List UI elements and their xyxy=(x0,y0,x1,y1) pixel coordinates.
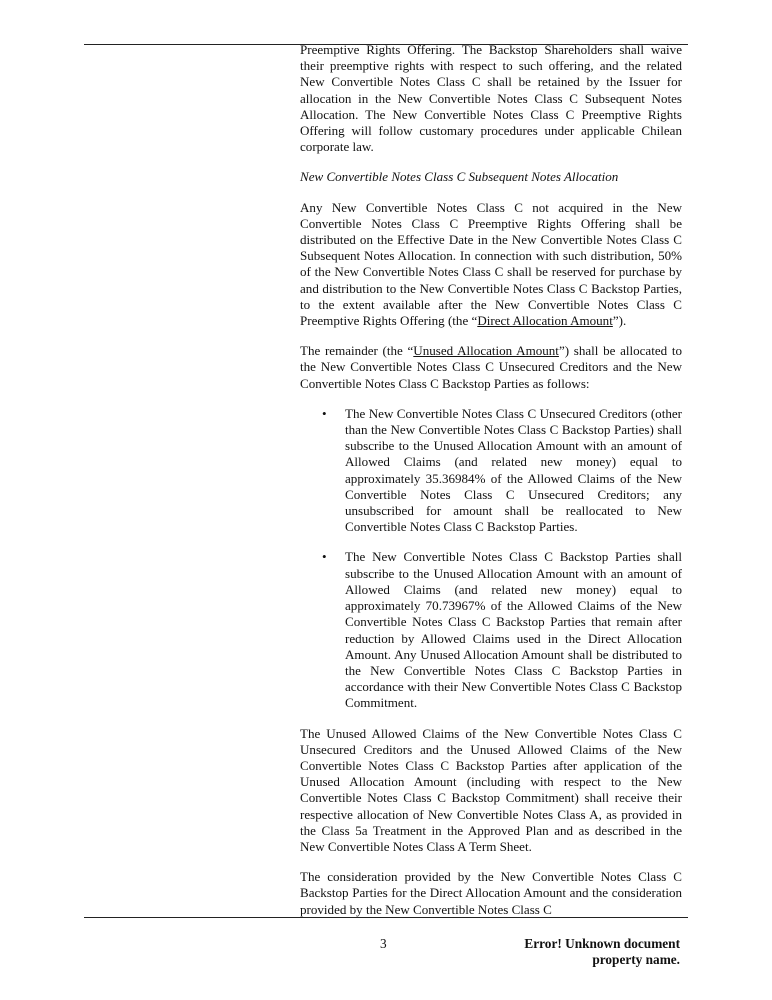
section-heading: New Convertible Notes Class C Subsequent Notes Allocation xyxy=(300,169,619,185)
page-number: 3 xyxy=(380,936,387,951)
paragraph-text-end: ”). xyxy=(612,313,627,329)
bullet-backstop-parties xyxy=(300,549,682,711)
paragraph-subsequent-allocation xyxy=(300,200,682,330)
bullet-text: The New Convertible Notes Class C Backstop Parties shall subscribe to the Unused Allocation Amount with an amount of Allowed Claims (and related new money) equal to approximately 70.73967% of the Allowed Claims of the New Convertible Notes Class C Backstop Parties that remain after reduction by Allowed Claims used in the Direct Allocation Amount. Any Unused Allocation Amount shall be distributed to the New Convertible Notes Class C Backstop Parties in accordance with their New Convertible Notes Class C Backstop Commitment. xyxy=(345,549,682,711)
paragraph-unused-allowed-claims: The Unused Allowed Claims of the New Convertible Notes Class C Unsecured Creditors and the Unused Allowed Claims of the New Convertible Notes Class C Backstop Parties after application of the Unused Allocation Amount (including with respect to the New Convertible Notes Class C Backstop Commitment) shall receive their respective allocation of New Convertible Notes Class A, as provided in the Class 5a Treatment in the Approved Plan and as described in the New Convertible Notes Class A Term Sheet. xyxy=(300,725,682,854)
bullet-icon: • xyxy=(322,549,327,565)
defined-term-direct-allocation: Direct Allocation Amount xyxy=(477,313,613,329)
footer-rule xyxy=(84,917,688,918)
paragraph-consideration: The consideration provided by the New Convertible Notes Class C Backstop Parties for the Direct Allocation Amount and the consideration provided by the New Convertible Notes Class C xyxy=(300,869,682,917)
footer-document-property: Error! Unknown document property name. xyxy=(524,936,680,967)
paragraph-text: The remainder (the “ xyxy=(300,343,414,359)
document-body xyxy=(300,42,682,918)
paragraph-text: Any New Convertible Notes Class C not acquired in the New Convertible Notes Class C Preemptive Rights Offering shall be distributed on the Effective Date in the New Convertible Notes Class C Subsequent Notes Allocation. In connection with such distribution, 50% of the New Convertible Notes Class C shall be reserved for purchase by and distribution to the New Convertible Notes Class C Backstop Parties, to the extent available after the New Convertible Notes Class C Preemptive Rights Offering (the “ xyxy=(300,199,682,329)
defined-term-unused-allocation: Unused Allocation Amount xyxy=(413,343,559,359)
paragraph-text-end: ”) shall be allocated to the New Convertible Notes Class C Unsecured Creditors and the New Convertible Notes Class C Backstop Parties as follows: xyxy=(300,343,682,391)
paragraph-preemptive-rights: Preemptive Rights Offering. The Backstop Shareholders shall waive their preemptive rights with respect to such offering, and the related New Convertible Notes Class C shall be retained by the Issuer for allocation in the New Convertible Notes Class C Subsequent Notes Allocation. The New Convertible Notes Class C Preemptive Rights Offering will follow customary procedures under applicable Chilean corporate law. xyxy=(300,42,682,155)
paragraph-remainder xyxy=(300,343,682,392)
bullet-unsecured-creditors xyxy=(300,406,682,536)
bullet-text: The New Convertible Notes Class C Unsecured Creditors (other than the New Convertible Notes Class C Backstop Parties) shall subscribe to the Unused Allocation Amount with an amount of Allowed Claims (and related new money) equal to approximately 35.36984% of the Allowed Claims of the New Convertible Notes Class C Unsecured Creditors; any unsubscribed for amount shall be reallocated to New Convertible Notes Class C Backstop Parties. xyxy=(345,405,682,535)
bullet-icon: • xyxy=(322,405,327,421)
allocation-bullet-list xyxy=(300,406,682,712)
